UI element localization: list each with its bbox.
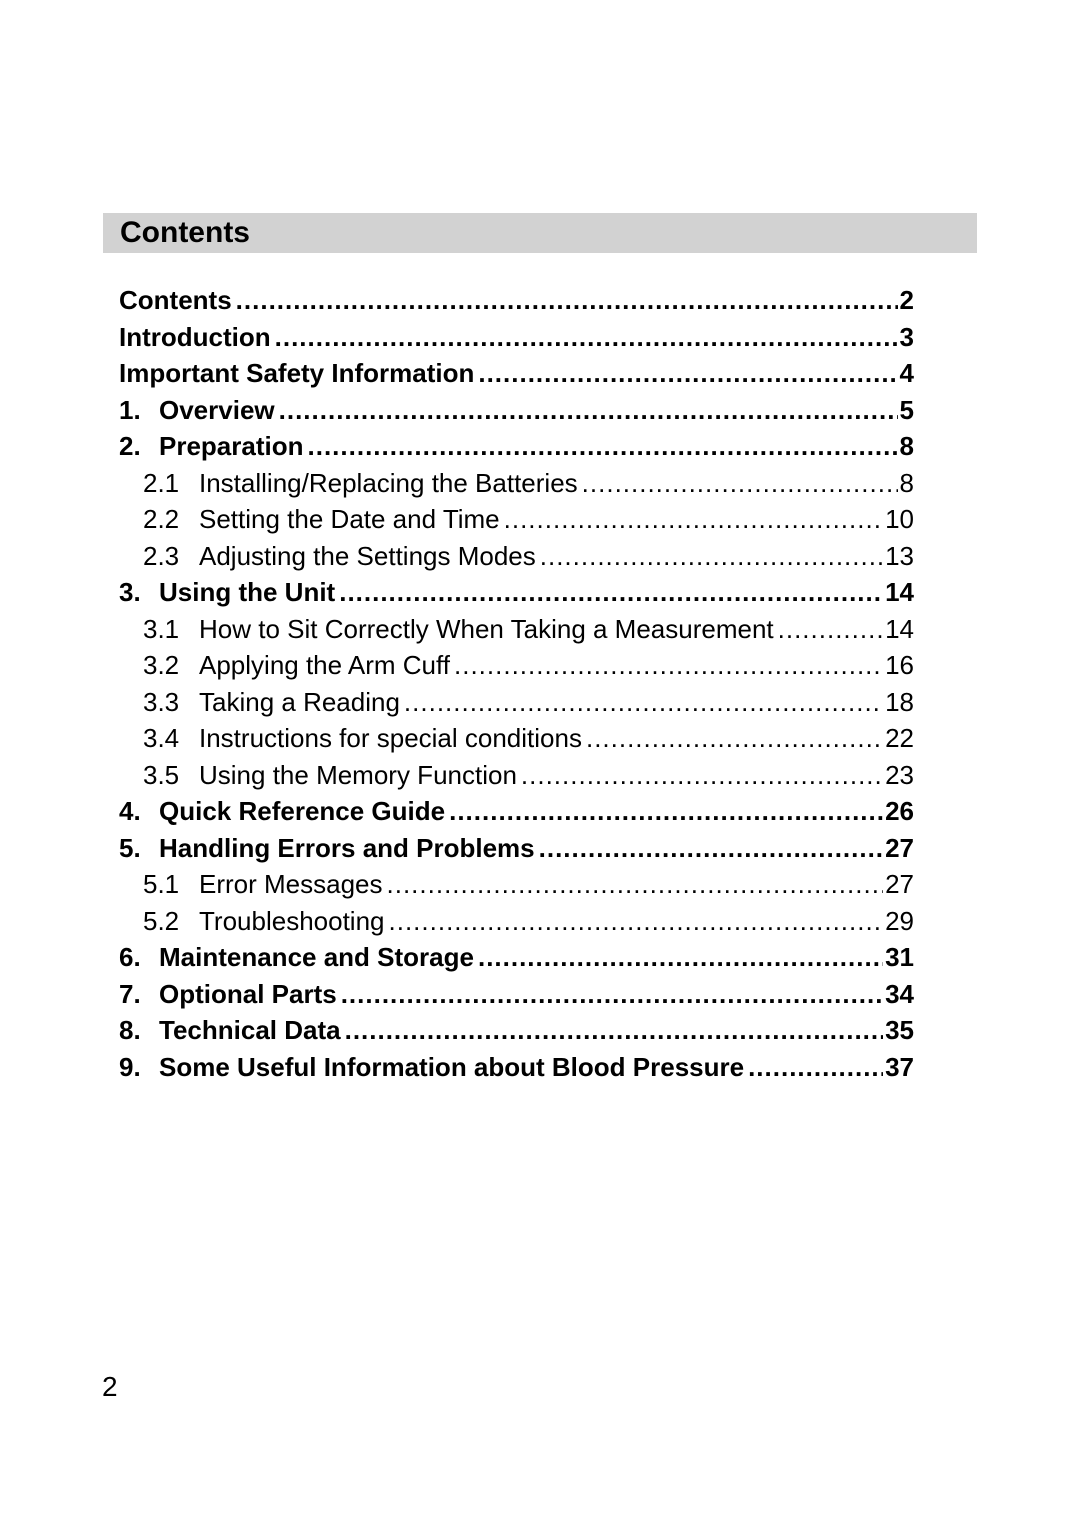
toc-entry[interactable] bbox=[119, 574, 914, 611]
toc-entry-label: Using the Unit bbox=[159, 577, 336, 607]
toc-entry-page: 27 bbox=[885, 869, 914, 899]
toc-entry-number: 2.1 bbox=[143, 467, 180, 498]
toc-subentry[interactable] bbox=[119, 647, 914, 684]
toc-dot-leader bbox=[345, 1012, 883, 1049]
toc-entry-label: Some Useful Information about Blood Pressure bbox=[159, 1051, 745, 1082]
toc-dot-leader bbox=[308, 428, 898, 465]
toc-entry-page: 37 bbox=[885, 1051, 914, 1082]
toc-entry-label: Using the Memory Function bbox=[199, 759, 517, 790]
toc-entry-number: 1. bbox=[119, 394, 141, 425]
toc-dot-leader bbox=[478, 939, 883, 976]
toc-entry-page: 23 bbox=[885, 759, 914, 790]
toc-entry-number: 2. bbox=[119, 431, 141, 461]
toc-entry-page: 27 bbox=[885, 832, 914, 863]
toc-dot-leader bbox=[387, 866, 884, 903]
toc-entry-page: 35 bbox=[885, 1015, 914, 1045]
toc-entry-number: 4. bbox=[119, 796, 141, 826]
toc-entry-number: 5.1 bbox=[143, 869, 180, 899]
toc-entry-label: How to Sit Correctly When Taking a Measurement bbox=[199, 613, 774, 644]
toc-entry-page: 8 bbox=[899, 467, 914, 498]
toc-entry[interactable] bbox=[119, 428, 914, 465]
toc-entry-label: Preparation bbox=[159, 431, 304, 461]
toc-entry-number: 3.1 bbox=[143, 613, 180, 644]
toc-entry-page: 14 bbox=[885, 577, 914, 607]
toc-dot-leader bbox=[275, 319, 898, 356]
toc-entry-label: Introduction bbox=[119, 321, 271, 352]
toc-entry-page: 2 bbox=[899, 285, 914, 315]
toc-entry[interactable] bbox=[119, 1012, 914, 1049]
toc-subentry[interactable] bbox=[119, 903, 914, 940]
table-of-contents bbox=[119, 282, 914, 1085]
toc-entry[interactable] bbox=[119, 355, 914, 392]
toc-entry[interactable] bbox=[119, 392, 914, 429]
toc-entry-label: Optional Parts bbox=[159, 978, 337, 1009]
toc-entry-page: 18 bbox=[885, 686, 914, 717]
toc-entry-page: 3 bbox=[899, 321, 914, 352]
toc-dot-leader bbox=[582, 465, 898, 502]
toc-entry-page: 5 bbox=[899, 394, 914, 425]
toc-entry-number: 3.4 bbox=[143, 723, 180, 753]
toc-dot-leader bbox=[540, 538, 883, 575]
toc-dot-leader bbox=[341, 976, 883, 1013]
toc-entry[interactable] bbox=[119, 939, 914, 976]
page-title: Contents bbox=[120, 216, 250, 249]
toc-dot-leader bbox=[449, 793, 883, 830]
toc-entry[interactable] bbox=[119, 976, 914, 1013]
toc-dot-leader bbox=[539, 830, 883, 867]
toc-entry-label: Troubleshooting bbox=[199, 905, 385, 936]
toc-dot-leader bbox=[478, 355, 897, 392]
toc-dot-leader bbox=[504, 501, 883, 538]
toc-entry-number: 3.5 bbox=[143, 759, 180, 790]
toc-subentry[interactable] bbox=[119, 465, 914, 502]
toc-entry-page: 13 bbox=[885, 540, 914, 571]
toc-entry-number: 2.2 bbox=[143, 504, 180, 534]
toc-subentry[interactable] bbox=[119, 866, 914, 903]
toc-entry-label: Contents bbox=[119, 285, 232, 315]
toc-entry-number: 2.3 bbox=[143, 540, 180, 571]
toc-dot-leader bbox=[339, 574, 883, 611]
toc-dot-leader bbox=[236, 282, 898, 319]
toc-entry-number: 8. bbox=[119, 1015, 141, 1045]
toc-entry[interactable] bbox=[119, 319, 914, 356]
page-number: 2 bbox=[102, 1371, 118, 1402]
toc-dot-leader bbox=[454, 647, 883, 684]
toc-entry-label: Applying the Arm Cuff bbox=[199, 650, 450, 680]
toc-entry-number: 3. bbox=[119, 577, 141, 607]
toc-subentry[interactable] bbox=[119, 501, 914, 538]
toc-entry[interactable] bbox=[119, 793, 914, 830]
toc-entry-page: 10 bbox=[885, 504, 914, 534]
toc-entry-page: 14 bbox=[885, 613, 914, 644]
toc-dot-leader bbox=[404, 684, 883, 721]
toc-entry-number: 7. bbox=[119, 978, 141, 1009]
toc-entry[interactable] bbox=[119, 282, 914, 319]
toc-entry-label: Technical Data bbox=[159, 1015, 341, 1045]
toc-entry-number: 3.2 bbox=[143, 650, 180, 680]
toc-entry-label: Instructions for special conditions bbox=[199, 723, 582, 753]
toc-entry-number: 6. bbox=[119, 942, 141, 972]
toc-entry-label: Installing/Replacing the Batteries bbox=[199, 467, 578, 498]
toc-entry-label: Adjusting the Settings Modes bbox=[199, 540, 536, 571]
toc-dot-leader bbox=[586, 720, 883, 757]
toc-entry-label: Taking a Reading bbox=[199, 686, 400, 717]
toc-entry-page: 29 bbox=[885, 905, 914, 936]
toc-dot-leader bbox=[279, 392, 898, 429]
toc-entry-page: 4 bbox=[899, 358, 914, 388]
toc-entry-number: 5.2 bbox=[143, 905, 180, 936]
toc-entry-label: Important Safety Information bbox=[119, 358, 475, 388]
toc-entry-page: 22 bbox=[885, 723, 914, 753]
toc-entry-number: 3.3 bbox=[143, 686, 180, 717]
toc-entry-number: 9. bbox=[119, 1051, 141, 1082]
toc-subentry[interactable] bbox=[119, 720, 914, 757]
toc-subentry[interactable] bbox=[119, 757, 914, 794]
toc-entry-label: Maintenance and Storage bbox=[159, 942, 474, 972]
toc-entry-label: Handling Errors and Problems bbox=[159, 832, 535, 863]
toc-subentry[interactable] bbox=[119, 684, 914, 721]
toc-entry-label: Overview bbox=[159, 394, 275, 425]
toc-entry-number: 5. bbox=[119, 832, 141, 863]
toc-entry-label: Quick Reference Guide bbox=[159, 796, 446, 826]
contents-title-bar bbox=[103, 213, 977, 253]
toc-entry-page: 31 bbox=[885, 942, 914, 972]
toc-entry[interactable] bbox=[119, 830, 914, 867]
toc-entry[interactable] bbox=[119, 1049, 914, 1086]
toc-dot-leader bbox=[778, 611, 883, 648]
toc-entry-page: 34 bbox=[885, 978, 914, 1009]
toc-dot-leader bbox=[521, 757, 883, 794]
toc-subentry[interactable] bbox=[119, 611, 914, 648]
toc-subentry[interactable] bbox=[119, 538, 914, 575]
toc-entry-page: 8 bbox=[899, 431, 914, 461]
toc-dot-leader bbox=[748, 1049, 883, 1086]
toc-entry-label: Error Messages bbox=[199, 869, 383, 899]
toc-entry-page: 26 bbox=[885, 796, 914, 826]
toc-entry-page: 16 bbox=[885, 650, 914, 680]
toc-entry-label: Setting the Date and Time bbox=[199, 504, 500, 534]
toc-dot-leader bbox=[389, 903, 884, 940]
